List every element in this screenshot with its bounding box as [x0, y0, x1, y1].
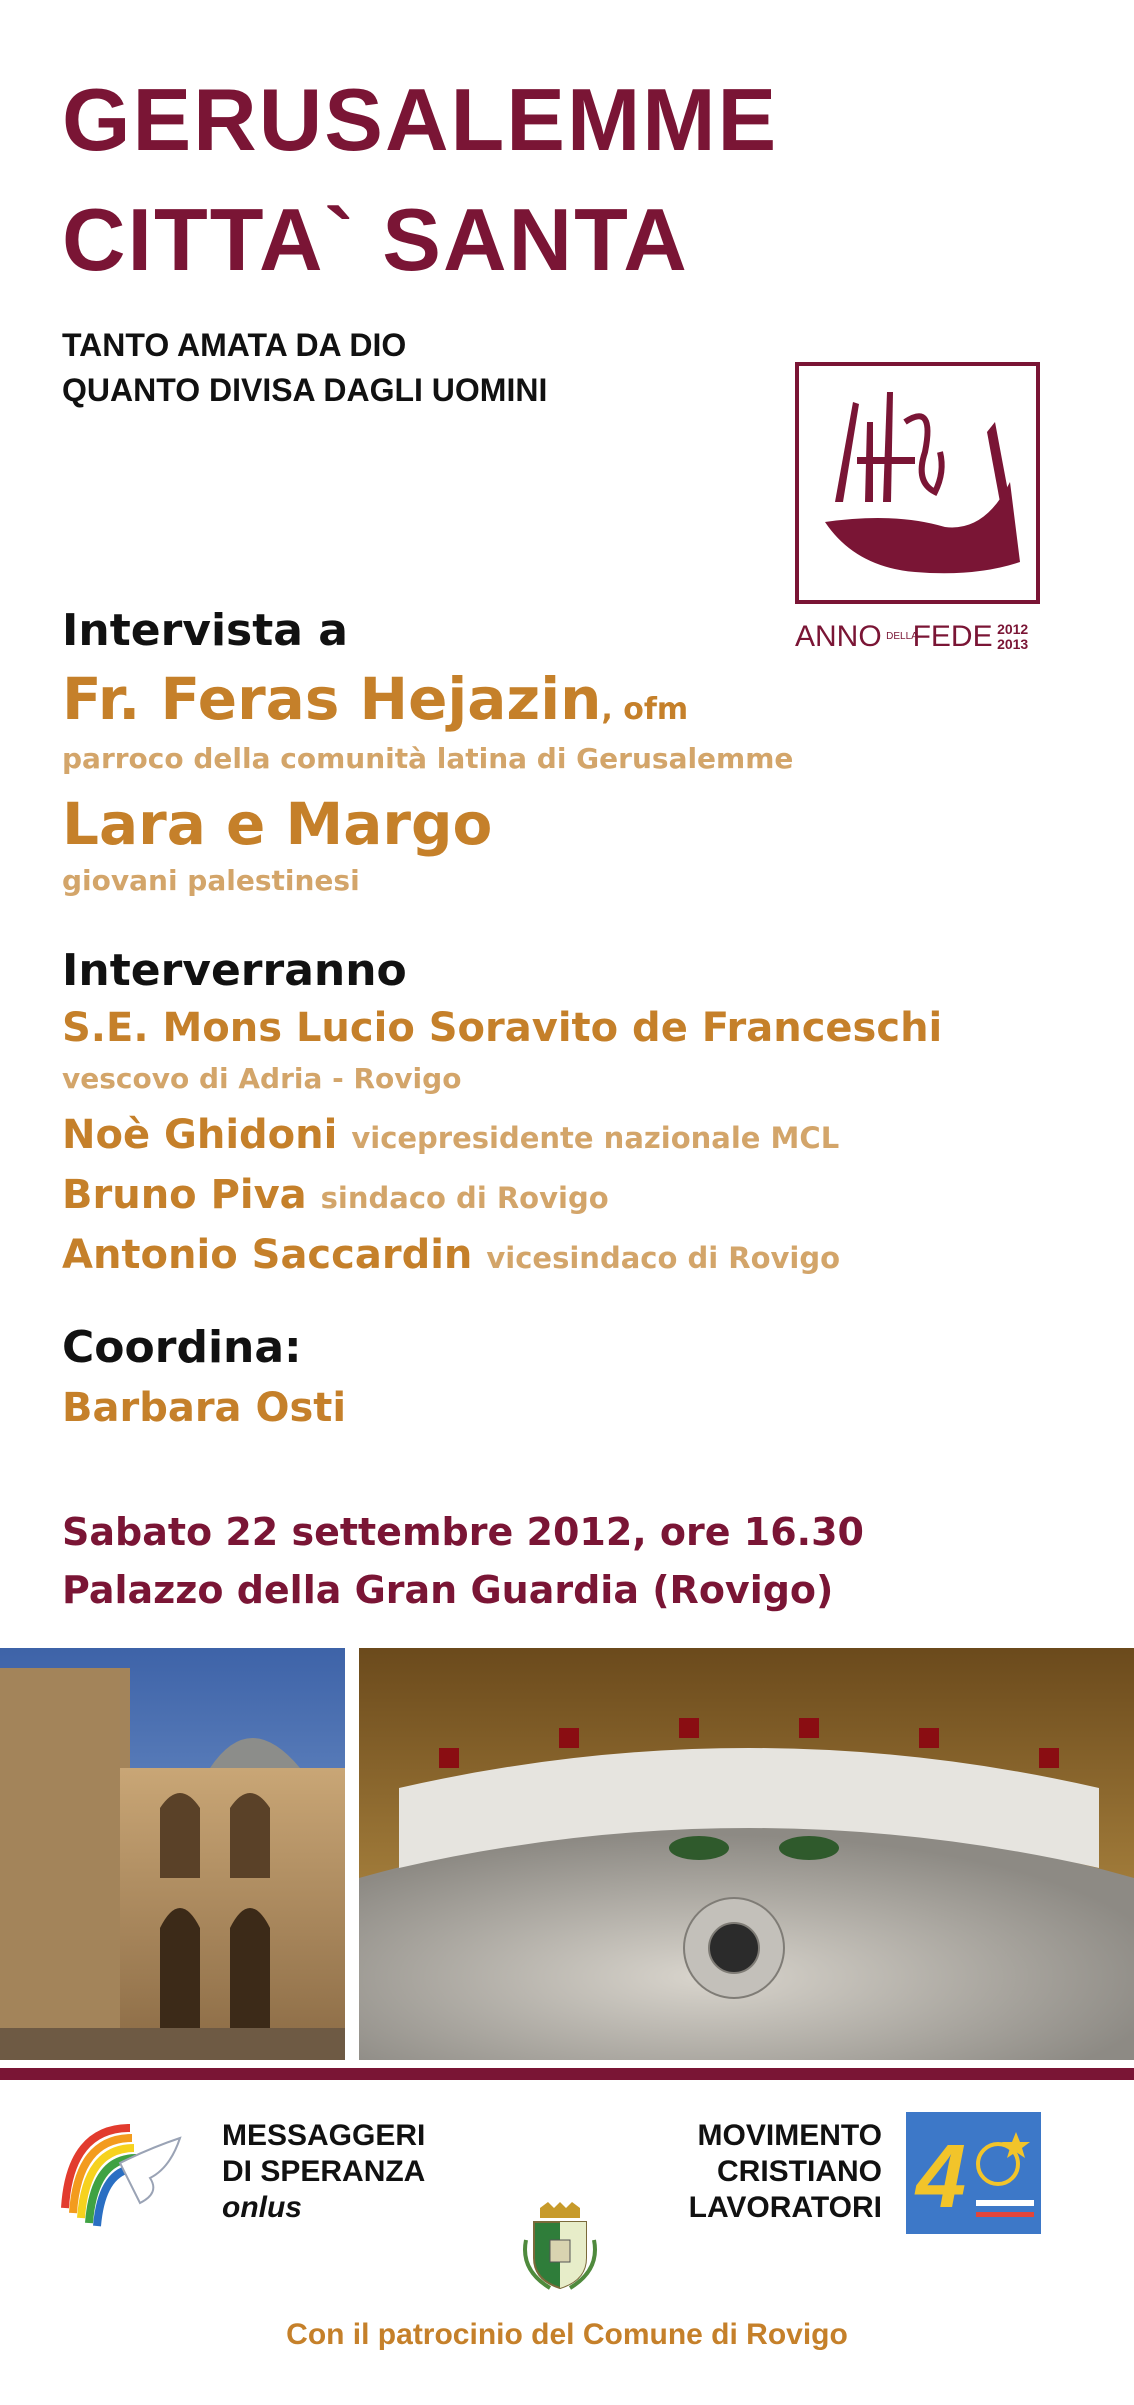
mcl-emblem-icon [906, 2112, 1041, 2234]
photo-grotto-nativity [359, 1648, 1134, 2060]
anno-della-fede-emblem-icon [795, 362, 1040, 604]
speaker-2 [62, 1112, 839, 1158]
coordinator-heading: Coordina: [62, 1322, 302, 1373]
rovigo-coat-of-arms [520, 2200, 600, 2290]
title-line-2: CITTA` SANTA [62, 190, 689, 289]
footer-divider [0, 2068, 1134, 2080]
guest-1-name: Fr. Feras Hejazin [62, 665, 602, 733]
org-2-line-3: LAVORATORI [688, 2191, 882, 2224]
logo-word-fede: FEDE [912, 620, 993, 653]
subtitle-line-1: TANTO AMATA DA DIO [62, 327, 407, 363]
guest-1-role: parroco della comunità latina di Gerusalemme [62, 742, 794, 775]
speakers-heading: Interverranno [62, 945, 407, 996]
speaker-3-role: sindaco di Rovigo [320, 1181, 609, 1215]
coordinator-name: Barbara Osti [62, 1385, 347, 1431]
dove-rainbow-icon [60, 2108, 195, 2228]
guest-1 [62, 665, 688, 733]
guest-2-role: giovani palestinesi [62, 864, 360, 897]
speaker-4-role: vicesindaco di Rovigo [486, 1241, 841, 1275]
org-2-line-2: CRISTIANO [717, 2155, 882, 2188]
org-1-name [222, 2118, 425, 2226]
subtitle-line-2: QUANTO DIVISA DAGLI UOMINI [62, 372, 548, 408]
logo-word-anno: ANNO [795, 620, 882, 653]
logo-year-2: 2013 [997, 636, 1029, 652]
photo-holy-sepulchre [0, 1648, 345, 2060]
interview-heading: Intervista a [62, 605, 348, 656]
org-2-line-1: MOVIMENTO [697, 2119, 882, 2152]
event-date: Sabato 22 settembre 2012, ore 16.30 [62, 1510, 864, 1554]
speaker-1-role: vescovo di Adria - Rovigo [62, 1062, 462, 1095]
speaker-4-name: Antonio Saccardin [62, 1232, 473, 1278]
org-1-line-3: onlus [222, 2191, 302, 2224]
speaker-2-role: vicepresidente nazionale MCL [351, 1121, 840, 1155]
org-1-line-1: MESSAGGERI [222, 2119, 426, 2152]
anno-della-fede-caption [795, 620, 1045, 660]
anno-della-fede-logo [795, 362, 1040, 604]
logo-word-della: DELLA [886, 631, 918, 642]
logo-year-1: 2012 [997, 621, 1029, 637]
speaker-3 [62, 1172, 609, 1218]
guest-2-name: Lara e Margo [62, 790, 493, 858]
speaker-1-name: S.E. Mons Lucio Soravito de Franceschi [62, 1005, 943, 1051]
speaker-4 [62, 1232, 840, 1278]
mcl-logo [906, 2112, 1041, 2234]
svg-text:4: 4 [916, 2127, 967, 2227]
guest-1-suffix: , ofm [601, 692, 689, 727]
speaker-2-name: Noè Ghidoni [62, 1112, 338, 1158]
event-venue: Palazzo della Gran Guardia (Rovigo) [62, 1568, 834, 1612]
org-2-name [620, 2118, 882, 2226]
title-line-1: GERUSALEMME [62, 70, 779, 169]
patronage-text: Con il patrocinio del Comune di Rovigo [286, 2318, 848, 2351]
org-1-line-2: DI SPERANZA [222, 2155, 426, 2188]
messaggeri-di-speranza-logo [60, 2108, 195, 2228]
coat-of-arms-icon [520, 2200, 600, 2290]
speaker-3-name: Bruno Piva [62, 1172, 307, 1218]
